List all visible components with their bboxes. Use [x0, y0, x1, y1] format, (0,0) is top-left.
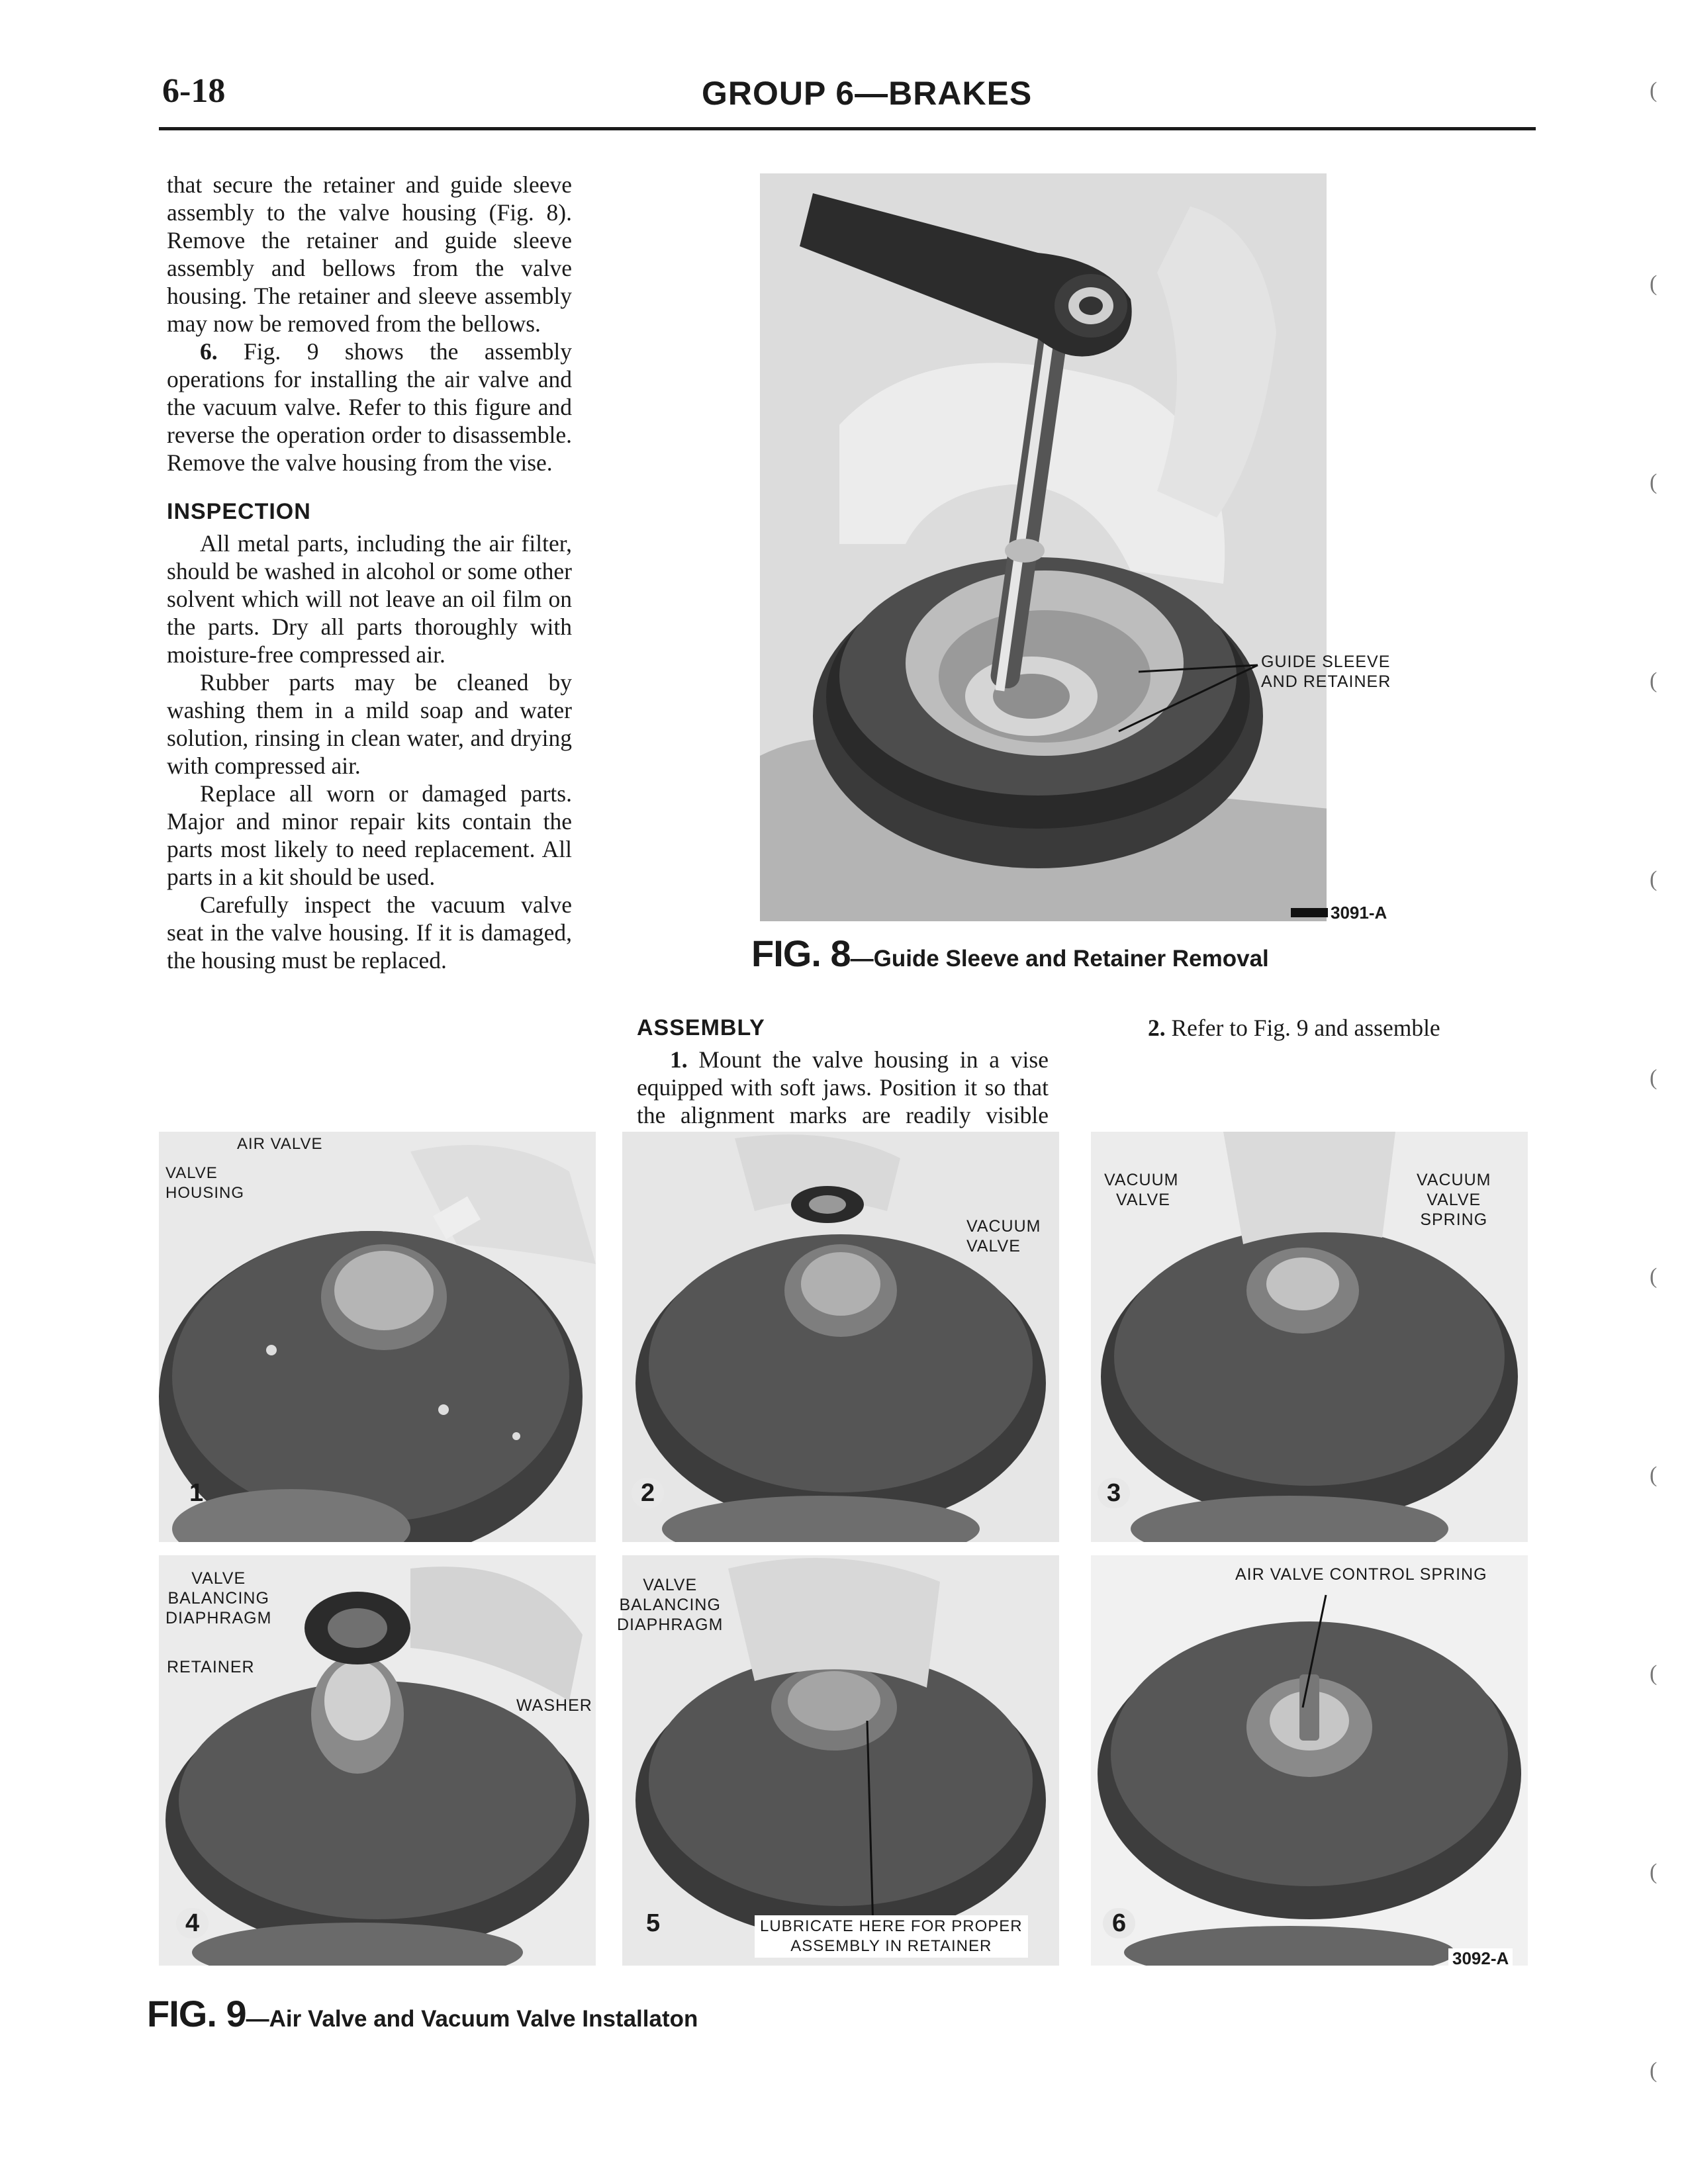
panel-6-illustration	[1091, 1555, 1528, 1966]
fig-8-callout	[1261, 652, 1391, 692]
fig-9-panel-6	[1091, 1555, 1528, 1966]
step-6-text: Fig. 9 shows the assembly operations for installing the air valve and the vacuum valve. Refer to this figure and reverse the operation order to disassemble. Remove the valve housing from the vise.	[167, 338, 572, 476]
panel-1-label-air-valve: AIR VALVE	[237, 1135, 323, 1153]
panel-5-label-lubricate	[755, 1915, 1028, 1958]
label-line: VALVE	[966, 1237, 1021, 1255]
inspection-paragraph: Rubber parts may be cleaned by washing them in a mild soap and water solution, rinsing in clean water, and drying with compressed air.	[167, 669, 572, 779]
fig-9-caption	[147, 1992, 698, 2035]
fig-8-illustration	[760, 173, 1327, 921]
step-1-number: 1.	[670, 1046, 688, 1073]
panel-1-number: 1	[189, 1479, 204, 1507]
inspection-heading: INSPECTION	[167, 499, 311, 524]
fig-8-label: FIG. 8	[751, 933, 851, 974]
fig-8-title: —Guide Sleeve and Retainer Removal	[850, 946, 1269, 972]
fig-8-photo	[760, 173, 1327, 921]
label-line: VALVE	[165, 1164, 218, 1182]
assembly-heading: ASSEMBLY	[637, 1015, 765, 1040]
left-column	[167, 171, 572, 974]
panel-3-label-vacuum-valve-spring	[1417, 1170, 1491, 1230]
panel-3-number: 3	[1098, 1479, 1130, 1508]
panel-5-number: 5	[637, 1909, 669, 1938]
label-line: HOUSING	[165, 1184, 245, 1202]
page-number: 6-18	[162, 72, 226, 110]
paragraph-continued: that secure the retainer and guide sleeve assembly to the valve housing (Fig. 8). Remove the retainer and guide sleeve assembly and bellows from the valve housing. The retainer and sleeve assembly may now be removed from the bellows.	[167, 171, 572, 337]
binding-mark: (	[1650, 1264, 1658, 1289]
step-2-number: 2.	[1148, 1015, 1166, 1041]
panel-2-number: 2	[632, 1479, 664, 1508]
label-line: LUBRICATE HERE FOR PROPER	[760, 1917, 1023, 1935]
panel-6-number: 6	[1103, 1909, 1135, 1938]
label-line: VALVE	[191, 1569, 246, 1588]
fig-9-panel-2	[622, 1132, 1059, 1542]
step-6-number: 6.	[200, 338, 218, 365]
label-line: SPRING	[1420, 1210, 1488, 1229]
binding-mark: (	[1650, 271, 1658, 296]
page-header-title: GROUP 6—BRAKES	[702, 75, 1033, 112]
panel-5-label-valve-balancing-diaphragm	[617, 1575, 723, 1635]
label-line: VALVE	[643, 1576, 698, 1594]
step-1-text: Mount the valve housing in a vise equipped with soft jaws. Position it so that the alignment marks are readily visible	[637, 1046, 1049, 1128]
binding-mark: (	[1650, 1661, 1658, 1686]
step-2-text: Refer to Fig. 9 and assemble	[1165, 1015, 1440, 1041]
label-line: VACUUM	[1104, 1171, 1179, 1189]
label-line: VALVE	[1427, 1191, 1481, 1209]
panel-4-label-retainer: RETAINER	[167, 1658, 255, 1676]
assembly-step-2	[1115, 1014, 1530, 1042]
panel-2-label-vacuum-valve	[966, 1216, 1041, 1256]
label-line: BALANCING	[619, 1596, 721, 1614]
fig-9-ref-code: 3092-A	[1448, 1948, 1513, 1969]
label-line: VACUUM	[1417, 1171, 1491, 1189]
fig-8-ref-bar	[1291, 908, 1328, 917]
label-line: DIAPHRAGM	[617, 1615, 724, 1634]
fig-9-title: —Air Valve and Vacuum Valve Installaton	[246, 2006, 698, 2032]
fig-9-label: FIG. 9	[147, 1993, 246, 2034]
panel-3-label-vacuum-valve	[1104, 1170, 1178, 1210]
label-line: ASSEMBLY IN RETAINER	[790, 1937, 992, 1955]
inspection-paragraph: All metal parts, including the air filter, should be washed in alcohol or some other solvent which will not leave an oil film on the parts. Dry all parts thoroughly with moisture-free compressed air.	[167, 530, 572, 668]
binding-mark: (	[1650, 2058, 1658, 2083]
binding-mark: (	[1650, 1860, 1658, 1884]
fig-8-callout-line: AND RETAINER	[1261, 672, 1391, 691]
panel-1-label-valve-housing	[165, 1163, 244, 1203]
fig-8-callout-lines	[1112, 652, 1271, 745]
fig-8-callout-line: GUIDE SLEEVE	[1261, 653, 1391, 671]
label-line: BALANCING	[167, 1589, 269, 1608]
panel-4-label-valve-balancing-diaphragm	[165, 1569, 271, 1628]
label-line: DIAPHRAGM	[165, 1609, 272, 1627]
panel-4-number: 4	[176, 1909, 209, 1938]
binding-mark: (	[1650, 470, 1658, 494]
binding-mark: (	[1650, 78, 1658, 103]
step-6	[167, 338, 572, 477]
binding-mark: (	[1650, 867, 1658, 891]
fig-8-caption	[751, 932, 1269, 975]
inspection-paragraph: Carefully inspect the vacuum valve seat in the valve housing. If it is damaged, the housing must be replaced.	[167, 891, 572, 974]
binding-mark: (	[1650, 1463, 1658, 1487]
panel-2-illustration	[622, 1132, 1059, 1542]
header-rule	[159, 127, 1536, 130]
label-line: VALVE	[1116, 1191, 1170, 1209]
panel-6-label-air-valve-control-spring: AIR VALVE CONTROL SPRING	[1235, 1565, 1487, 1584]
fig-8-ref-code: 3091-A	[1331, 903, 1387, 923]
panel-4-label-washer: WASHER	[516, 1696, 592, 1715]
binding-mark: (	[1650, 668, 1658, 693]
label-line: VACUUM	[966, 1217, 1041, 1236]
binding-mark: (	[1650, 1066, 1658, 1090]
assembly-column-right	[1115, 1014, 1530, 1042]
inspection-paragraph: Replace all worn or damaged parts. Major and minor repair kits contain the parts most likely to need replacement. All parts in a kit should be used.	[167, 780, 572, 890]
